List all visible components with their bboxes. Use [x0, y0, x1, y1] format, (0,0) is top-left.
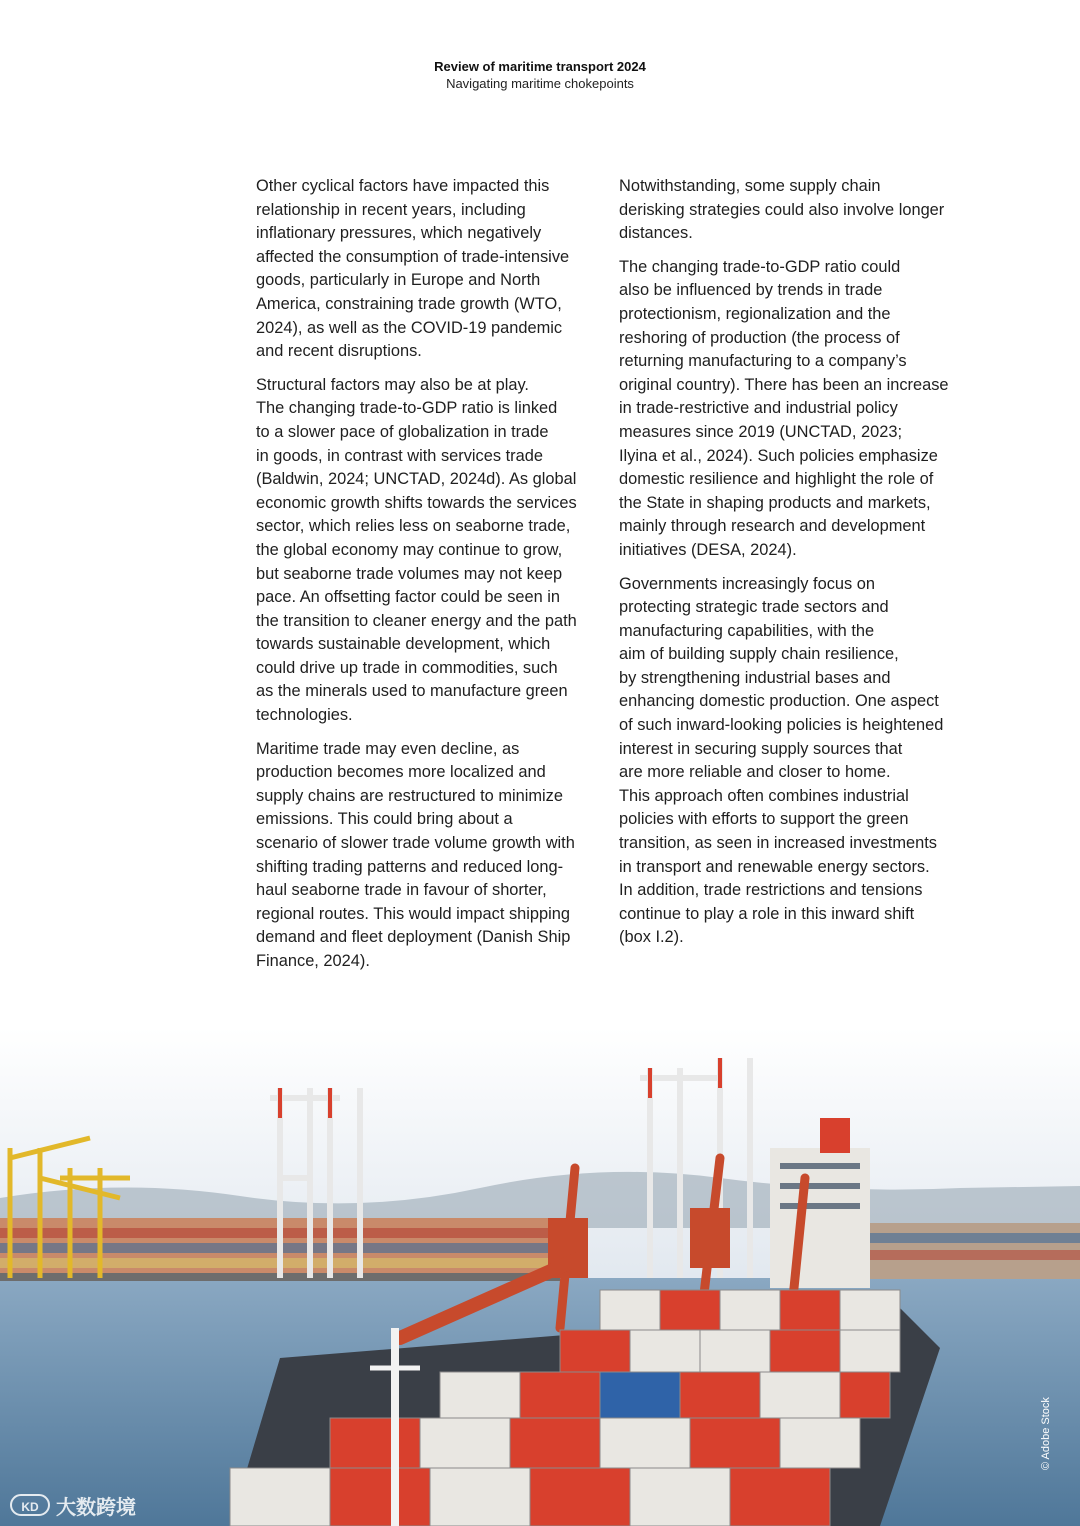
- text-line: (box I.2).: [619, 928, 684, 947]
- text-line: In addition, trade restrictions and tensions: [619, 881, 923, 900]
- text-line: inflationary pressures, which negatively: [256, 224, 542, 243]
- paragraph: [256, 738, 596, 974]
- text-line: (Baldwin, 2024; UNCTAD, 2024d). As global: [256, 470, 577, 489]
- text-line: interest in securing supply sources that: [619, 739, 903, 758]
- text-line: Ilyina et al., 2024). Such policies emphasize: [619, 446, 938, 465]
- text-line: Other cyclical factors have impacted this: [256, 177, 550, 195]
- text-line: to a slower pace of globalization in trade: [256, 422, 549, 441]
- text-line: Finance, 2024).: [256, 952, 370, 970]
- text-line: measures since 2019 (UNCTAD, 2023;: [619, 422, 903, 441]
- text-line: the transition to cleaner energy and the path: [256, 611, 577, 630]
- paragraph: [619, 573, 959, 951]
- text-line: reshoring of production (the process of: [619, 328, 900, 347]
- text-line: derisking strategies could also involve longer: [619, 200, 945, 219]
- running-header: [0, 58, 1080, 92]
- text-line: aim of building supply chain resilience,: [619, 645, 899, 664]
- text-line: the global economy may continue to grow,: [256, 540, 563, 559]
- text-line: initiatives (DESA, 2024).: [619, 540, 797, 559]
- text-line: in goods, in contrast with services trade: [256, 446, 543, 465]
- text-line: policies with efforts to support the green: [619, 810, 909, 829]
- text-line: Maritime trade may even decline, as: [256, 739, 520, 758]
- text-line: This approach often combines industrial: [619, 786, 909, 805]
- watermark-logo-icon: KD: [10, 1494, 50, 1516]
- text-line: and recent disruptions.: [256, 342, 422, 361]
- text-line: emissions. This could bring about a: [256, 810, 513, 829]
- text-line: production becomes more localized and: [256, 763, 546, 782]
- text-line: The changing trade-to-GDP ratio could: [619, 257, 901, 276]
- text-line: scenario of slower trade volume growth with: [256, 834, 575, 853]
- text-line: The changing trade-to-GDP ratio is linked: [256, 399, 558, 418]
- text-line: technologies.: [256, 706, 353, 725]
- text-line: America, constraining trade growth (WTO,: [256, 294, 562, 313]
- publication-title: Review of maritime transport 2024: [434, 59, 646, 74]
- text-line: enhancing domestic production. One aspect: [619, 692, 939, 711]
- paragraph: [619, 256, 959, 563]
- text-line: regional routes. This would impact shipping: [256, 904, 571, 923]
- text-line: 2024), as well as the COVID-19 pandemic: [256, 318, 563, 337]
- text-line: original country). There has been an increase: [619, 375, 949, 394]
- text-line: economic growth shifts towards the services: [256, 493, 577, 512]
- text-line: in transport and renewable energy sectors.: [619, 857, 930, 876]
- text-line: Notwithstanding, some supply chain: [619, 177, 881, 195]
- publication-subtitle: Navigating maritime chokepoints: [446, 76, 634, 91]
- text-line: domestic resilience and highlight the role of: [619, 470, 934, 489]
- paragraph: [256, 175, 596, 364]
- text-line: relationship in recent years, including: [256, 200, 526, 219]
- left-text-column: [256, 175, 596, 984]
- text-line: affected the consumption of trade-intensive: [256, 247, 570, 266]
- text-line: haul seaborne trade in favour of shorter,: [256, 881, 547, 900]
- text-line: but seaborne trade volumes may not keep: [256, 564, 563, 583]
- text-line: Governments increasingly focus on: [619, 574, 875, 593]
- text-line: goods, particularly in Europe and North: [256, 271, 541, 290]
- paragraph: [619, 175, 959, 246]
- paragraph: [256, 374, 596, 728]
- text-line: protecting strategic trade sectors and: [619, 598, 889, 617]
- text-line: by strengthening industrial bases and: [619, 668, 891, 687]
- text-line: Structural factors may also be at play.: [256, 375, 529, 394]
- text-line: towards sustainable development, which: [256, 635, 551, 654]
- text-line: supply chains are restructured to minimize: [256, 786, 563, 805]
- text-line: in trade-restrictive and industrial policy: [619, 399, 898, 418]
- text-line: as the minerals used to manufacture green: [256, 682, 568, 701]
- text-line: the State in shaping products and markets,: [619, 493, 931, 512]
- text-line: of such inward-looking policies is heightened: [619, 716, 944, 735]
- text-line: shifting trading patterns and reduced long-: [256, 857, 564, 876]
- text-line: could drive up trade in commodities, such: [256, 658, 558, 677]
- text-line: demand and fleet deployment (Danish Ship: [256, 928, 571, 947]
- text-line: transition, as seen in increased investments: [619, 834, 937, 853]
- text-line: sector, which relies less on seaborne trade,: [256, 517, 571, 536]
- right-text-column: [619, 175, 959, 960]
- photo-credit: [1040, 1440, 1052, 1470]
- container-ship-photo: [0, 1028, 1080, 1526]
- text-line: mainly through research and development: [619, 517, 926, 536]
- text-line: manufacturing capabilities, with the: [619, 621, 875, 640]
- text-line: pace. An offsetting factor could be seen in: [256, 588, 561, 607]
- text-line: continue to play a role in this inward shift: [619, 904, 915, 923]
- watermark-text: 大数跨境: [56, 1496, 136, 1519]
- text-line: returning manufacturing to a company’s: [619, 352, 907, 371]
- text-line: also be influenced by trends in trade: [619, 281, 883, 300]
- text-line: protectionism, regionalization and the: [619, 304, 891, 323]
- text-line: are more reliable and closer to home.: [619, 763, 891, 782]
- text-line: distances.: [619, 224, 693, 243]
- watermark: [10, 1490, 136, 1520]
